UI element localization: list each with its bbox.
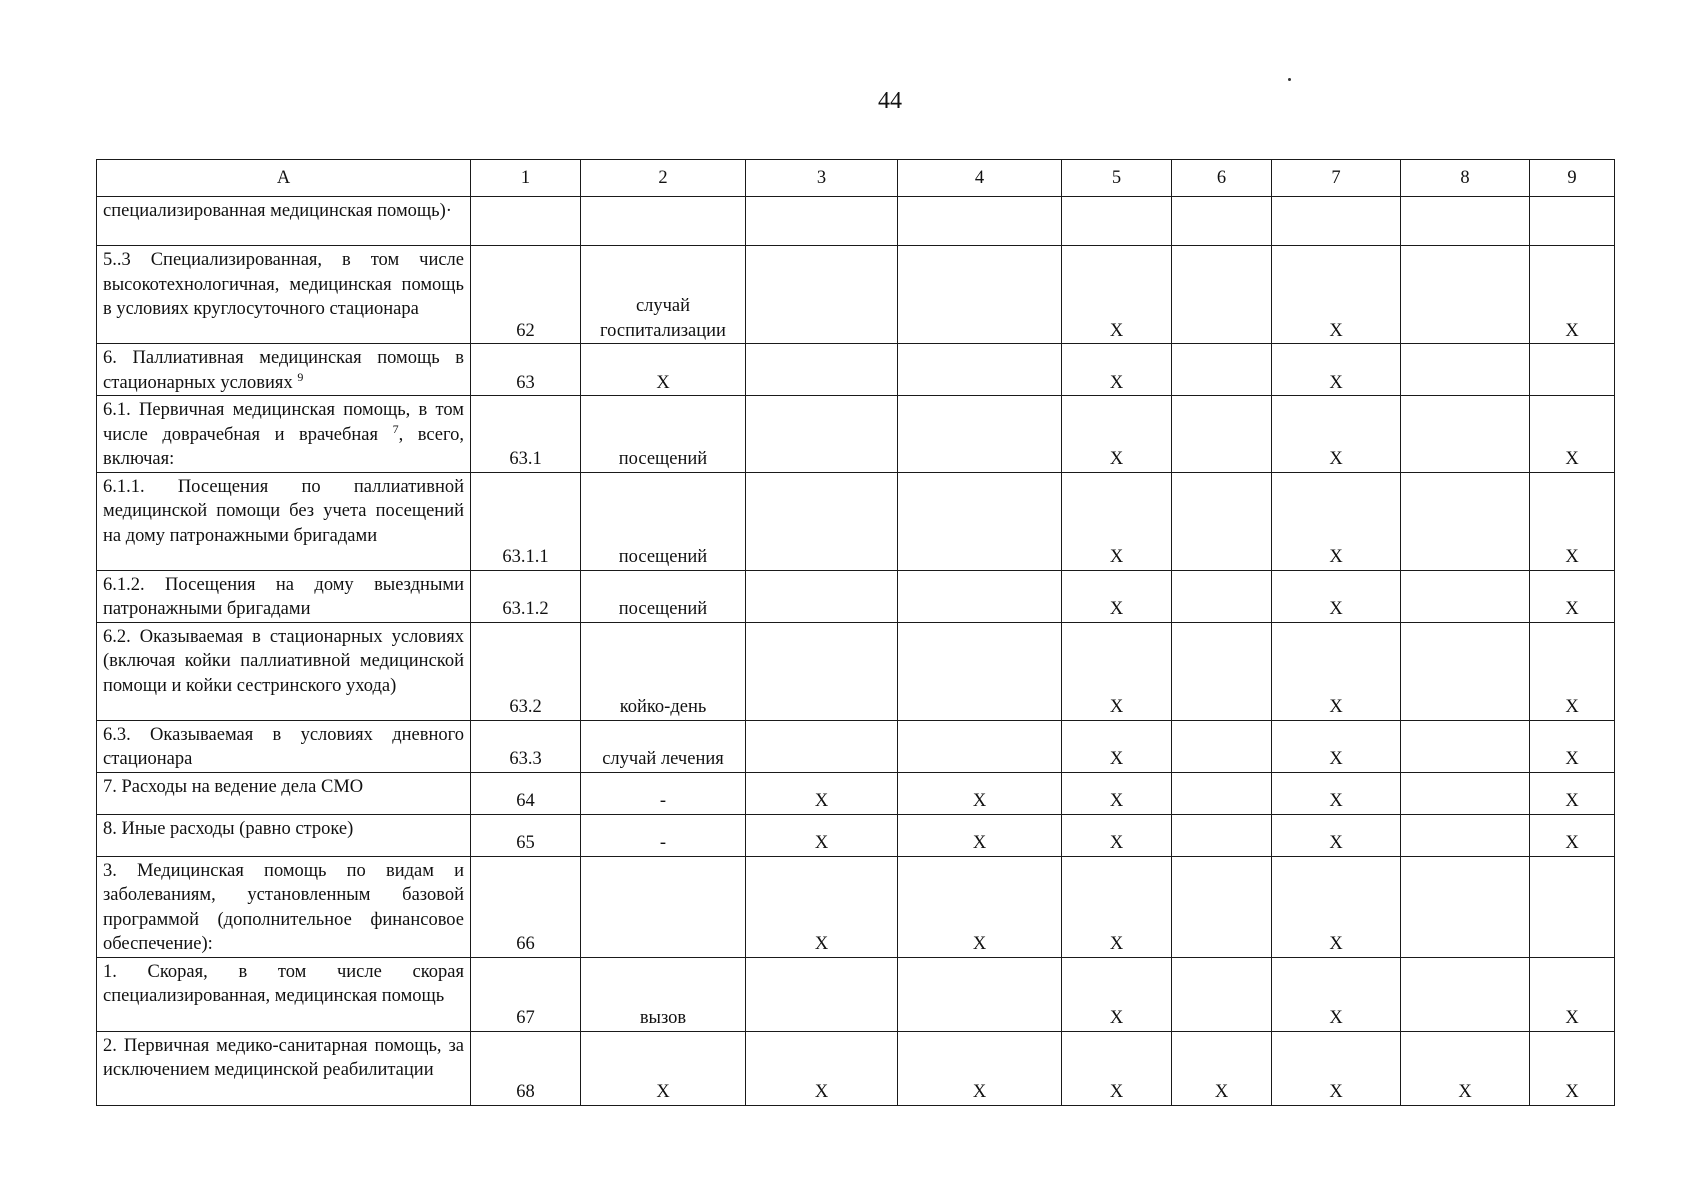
unit-cell: посещений <box>581 570 746 622</box>
value-cell-col8 <box>1401 814 1530 856</box>
value-cell-col8 <box>1401 720 1530 772</box>
value-cell-col7: Х <box>1272 814 1401 856</box>
value-cell-col9: Х <box>1530 570 1615 622</box>
table-row <box>97 856 1615 957</box>
value-cell-col4: Х <box>898 772 1062 814</box>
financial-table <box>96 159 1615 1106</box>
table-row <box>97 772 1615 814</box>
row-description <box>97 772 471 814</box>
table-row <box>97 472 1615 570</box>
value-cell-col3 <box>746 246 898 344</box>
row-description-text: 6.2. Оказываемая в стационарных условиях (включая койки паллиативной медицинской помощи и койки сестринского ухода) <box>103 626 464 696</box>
value-cell-col6 <box>1172 622 1272 720</box>
value-cell-col5: Х <box>1062 622 1172 720</box>
unit-cell: посещений <box>581 396 746 473</box>
value-cell-col4 <box>898 570 1062 622</box>
value-cell-col8 <box>1401 472 1530 570</box>
value-cell-col7: Х <box>1272 472 1401 570</box>
value-cell-col4 <box>898 622 1062 720</box>
footnote-marker: 9 <box>297 369 304 384</box>
unit-cell: - <box>581 772 746 814</box>
value-cell-col6 <box>1172 814 1272 856</box>
line-number-cell: 64 <box>471 772 581 814</box>
value-cell-col4 <box>898 344 1062 396</box>
value-cell-col7: Х <box>1272 570 1401 622</box>
header-cell-1: 1 <box>471 160 581 197</box>
value-cell-col7 <box>1272 197 1401 246</box>
value-cell-col3 <box>746 344 898 396</box>
value-cell-col9: Х <box>1530 472 1615 570</box>
line-number-cell: 66 <box>471 856 581 957</box>
unit-cell: койко-день <box>581 622 746 720</box>
table-body <box>97 197 1615 1106</box>
row-description <box>97 246 471 344</box>
row-description <box>97 814 471 856</box>
header-cell-5: 5 <box>1062 160 1172 197</box>
value-cell-col9 <box>1530 344 1615 396</box>
value-cell-col7: Х <box>1272 246 1401 344</box>
table-row <box>97 622 1615 720</box>
line-number-cell: 65 <box>471 814 581 856</box>
row-description-text: специализированная медицинская помощь)· <box>103 201 452 221</box>
table-row <box>97 344 1615 396</box>
value-cell-col9: Х <box>1530 246 1615 344</box>
row-description <box>97 1031 471 1105</box>
value-cell-col5: Х <box>1062 396 1172 473</box>
value-cell-col8 <box>1401 246 1530 344</box>
header-cell-2: 2 <box>581 160 746 197</box>
value-cell-col8 <box>1401 856 1530 957</box>
value-cell-col3: Х <box>746 772 898 814</box>
value-cell-col3: Х <box>746 814 898 856</box>
value-cell-col5: Х <box>1062 1031 1172 1105</box>
table-row <box>97 570 1615 622</box>
value-cell-col4: Х <box>898 856 1062 957</box>
header-cell-6: 6 <box>1172 160 1272 197</box>
table-row <box>97 814 1615 856</box>
row-description <box>97 396 471 473</box>
value-cell-col3 <box>746 396 898 473</box>
header-cell-9: 9 <box>1530 160 1615 197</box>
value-cell-col4 <box>898 720 1062 772</box>
line-number-cell <box>471 197 581 246</box>
value-cell-col6 <box>1172 246 1272 344</box>
line-number-cell: 67 <box>471 957 581 1031</box>
value-cell-col8 <box>1401 957 1530 1031</box>
row-description <box>97 720 471 772</box>
value-cell-col5: Х <box>1062 856 1172 957</box>
line-number-cell: 62 <box>471 246 581 344</box>
header-cell-4: 4 <box>898 160 1062 197</box>
row-description-text: 5..3 Специализированная, в том числе высокотехнологичная, медицинская помощь в условиях круглосуточного стационара <box>103 250 464 319</box>
value-cell-col6 <box>1172 396 1272 473</box>
value-cell-col3: Х <box>746 1031 898 1105</box>
value-cell-col6 <box>1172 344 1272 396</box>
value-cell-col6 <box>1172 957 1272 1031</box>
value-cell-col9: Х <box>1530 720 1615 772</box>
value-cell-col5: Х <box>1062 570 1172 622</box>
value-cell-col8 <box>1401 344 1530 396</box>
unit-cell: посещений <box>581 472 746 570</box>
value-cell-col3: Х <box>746 856 898 957</box>
value-cell-col9: Х <box>1530 1031 1615 1105</box>
value-cell-col7: Х <box>1272 622 1401 720</box>
value-cell-col6: Х <box>1172 1031 1272 1105</box>
value-cell-col7: Х <box>1272 1031 1401 1105</box>
table-row <box>97 246 1615 344</box>
value-cell-col5: Х <box>1062 772 1172 814</box>
header-cell-8: 8 <box>1401 160 1530 197</box>
value-cell-col4 <box>898 197 1062 246</box>
value-cell-col8 <box>1401 197 1530 246</box>
unit-cell: вызов <box>581 957 746 1031</box>
header-row <box>97 160 1615 197</box>
value-cell-col9 <box>1530 856 1615 957</box>
unit-cell: случай госпитализации <box>581 246 746 344</box>
value-cell-col9: Х <box>1530 622 1615 720</box>
row-description <box>97 570 471 622</box>
row-description <box>97 622 471 720</box>
row-description <box>97 344 471 396</box>
line-number-cell: 63.3 <box>471 720 581 772</box>
value-cell-col4 <box>898 246 1062 344</box>
header-cell-3: 3 <box>746 160 898 197</box>
line-number-cell: 63.2 <box>471 622 581 720</box>
value-cell-col6 <box>1172 772 1272 814</box>
value-cell-col4: Х <box>898 814 1062 856</box>
value-cell-col3 <box>746 472 898 570</box>
row-description-text: 6.1. Первичная медицинская помощь, в том числе доврачебная и врачебная <box>103 400 464 445</box>
line-number-cell: 63.1.1 <box>471 472 581 570</box>
row-description-text: 6.1.1. Посещения по паллиативной медицинской помощи без учета посещений на дому патронажными бригадами <box>103 476 464 546</box>
value-cell-col7: Х <box>1272 396 1401 473</box>
unit-cell: - <box>581 814 746 856</box>
value-cell-col8 <box>1401 772 1530 814</box>
row-description-text: 8. Иные расходы (равно строке) <box>103 818 354 839</box>
row-description-tail: , всего, включая: <box>103 424 464 469</box>
footnote-marker: 7 <box>392 421 399 436</box>
value-cell-col8 <box>1401 570 1530 622</box>
table-row <box>97 396 1615 473</box>
value-cell-col5: Х <box>1062 344 1172 396</box>
unit-cell <box>581 197 746 246</box>
value-cell-col3 <box>746 197 898 246</box>
value-cell-col8 <box>1401 622 1530 720</box>
line-number-cell: 68 <box>471 1031 581 1105</box>
value-cell-col9 <box>1530 197 1615 246</box>
value-cell-col7: Х <box>1272 720 1401 772</box>
value-cell-col9: Х <box>1530 772 1615 814</box>
value-cell-col6 <box>1172 720 1272 772</box>
row-description-text: 2. Первичная медико-санитарная помощь, за исключением медицинской реабилитации <box>103 1035 464 1080</box>
value-cell-col3 <box>746 570 898 622</box>
table-row <box>97 1031 1615 1105</box>
value-cell-col3 <box>746 622 898 720</box>
row-description-text: 7. Расходы на ведение дела СМО <box>103 776 364 797</box>
row-description-text: 1. Скорая, в том числе скорая специализированная, медицинская помощь <box>103 961 464 1006</box>
header-cell-7: 7 <box>1272 160 1401 197</box>
unit-cell <box>581 856 746 957</box>
value-cell-col4 <box>898 396 1062 473</box>
value-cell-col5 <box>1062 197 1172 246</box>
value-cell-col6 <box>1172 472 1272 570</box>
unit-cell: случай лечения <box>581 720 746 772</box>
header-cell-a: А <box>97 160 471 197</box>
value-cell-col7: Х <box>1272 344 1401 396</box>
value-cell-col3 <box>746 720 898 772</box>
scan-speck <box>1288 78 1291 81</box>
value-cell-col6 <box>1172 856 1272 957</box>
row-description <box>97 197 471 246</box>
row-description-text: 6.1.2. Посещения на дому выездными патронажными бригадами <box>103 574 464 619</box>
row-description-text: 6. Паллиативная медицинская помощь в стационарных условиях <box>103 348 464 393</box>
value-cell-col3 <box>746 957 898 1031</box>
row-description <box>97 957 471 1031</box>
line-number-cell: 63.1 <box>471 396 581 473</box>
table-row <box>97 957 1615 1031</box>
unit-cell: Х <box>581 344 746 396</box>
value-cell-col5: Х <box>1062 957 1172 1031</box>
value-cell-col6 <box>1172 197 1272 246</box>
value-cell-col9: Х <box>1530 814 1615 856</box>
unit-cell: Х <box>581 1031 746 1105</box>
table-row <box>97 720 1615 772</box>
table-row <box>97 197 1615 246</box>
row-description-text: 3. Медицинская помощь по видам и заболеваниям, установленным базовой программой (дополнительное финансовое обеспечение): <box>103 860 464 954</box>
value-cell-col4 <box>898 957 1062 1031</box>
value-cell-col7: Х <box>1272 856 1401 957</box>
value-cell-col6 <box>1172 570 1272 622</box>
page-number: 44 <box>878 88 902 114</box>
value-cell-col8: Х <box>1401 1031 1530 1105</box>
value-cell-col9: Х <box>1530 396 1615 473</box>
value-cell-col5: Х <box>1062 814 1172 856</box>
value-cell-col5: Х <box>1062 472 1172 570</box>
row-description-text: 6.3. Оказываемая в условиях дневного стационара <box>103 724 464 769</box>
value-cell-col5: Х <box>1062 246 1172 344</box>
value-cell-col4 <box>898 472 1062 570</box>
value-cell-col8 <box>1401 396 1530 473</box>
value-cell-col7: Х <box>1272 957 1401 1031</box>
row-description <box>97 472 471 570</box>
value-cell-col9: Х <box>1530 957 1615 1031</box>
line-number-cell: 63.1.2 <box>471 570 581 622</box>
line-number-cell: 63 <box>471 344 581 396</box>
row-description <box>97 856 471 957</box>
value-cell-col7: Х <box>1272 772 1401 814</box>
value-cell-col4: Х <box>898 1031 1062 1105</box>
value-cell-col5: Х <box>1062 720 1172 772</box>
